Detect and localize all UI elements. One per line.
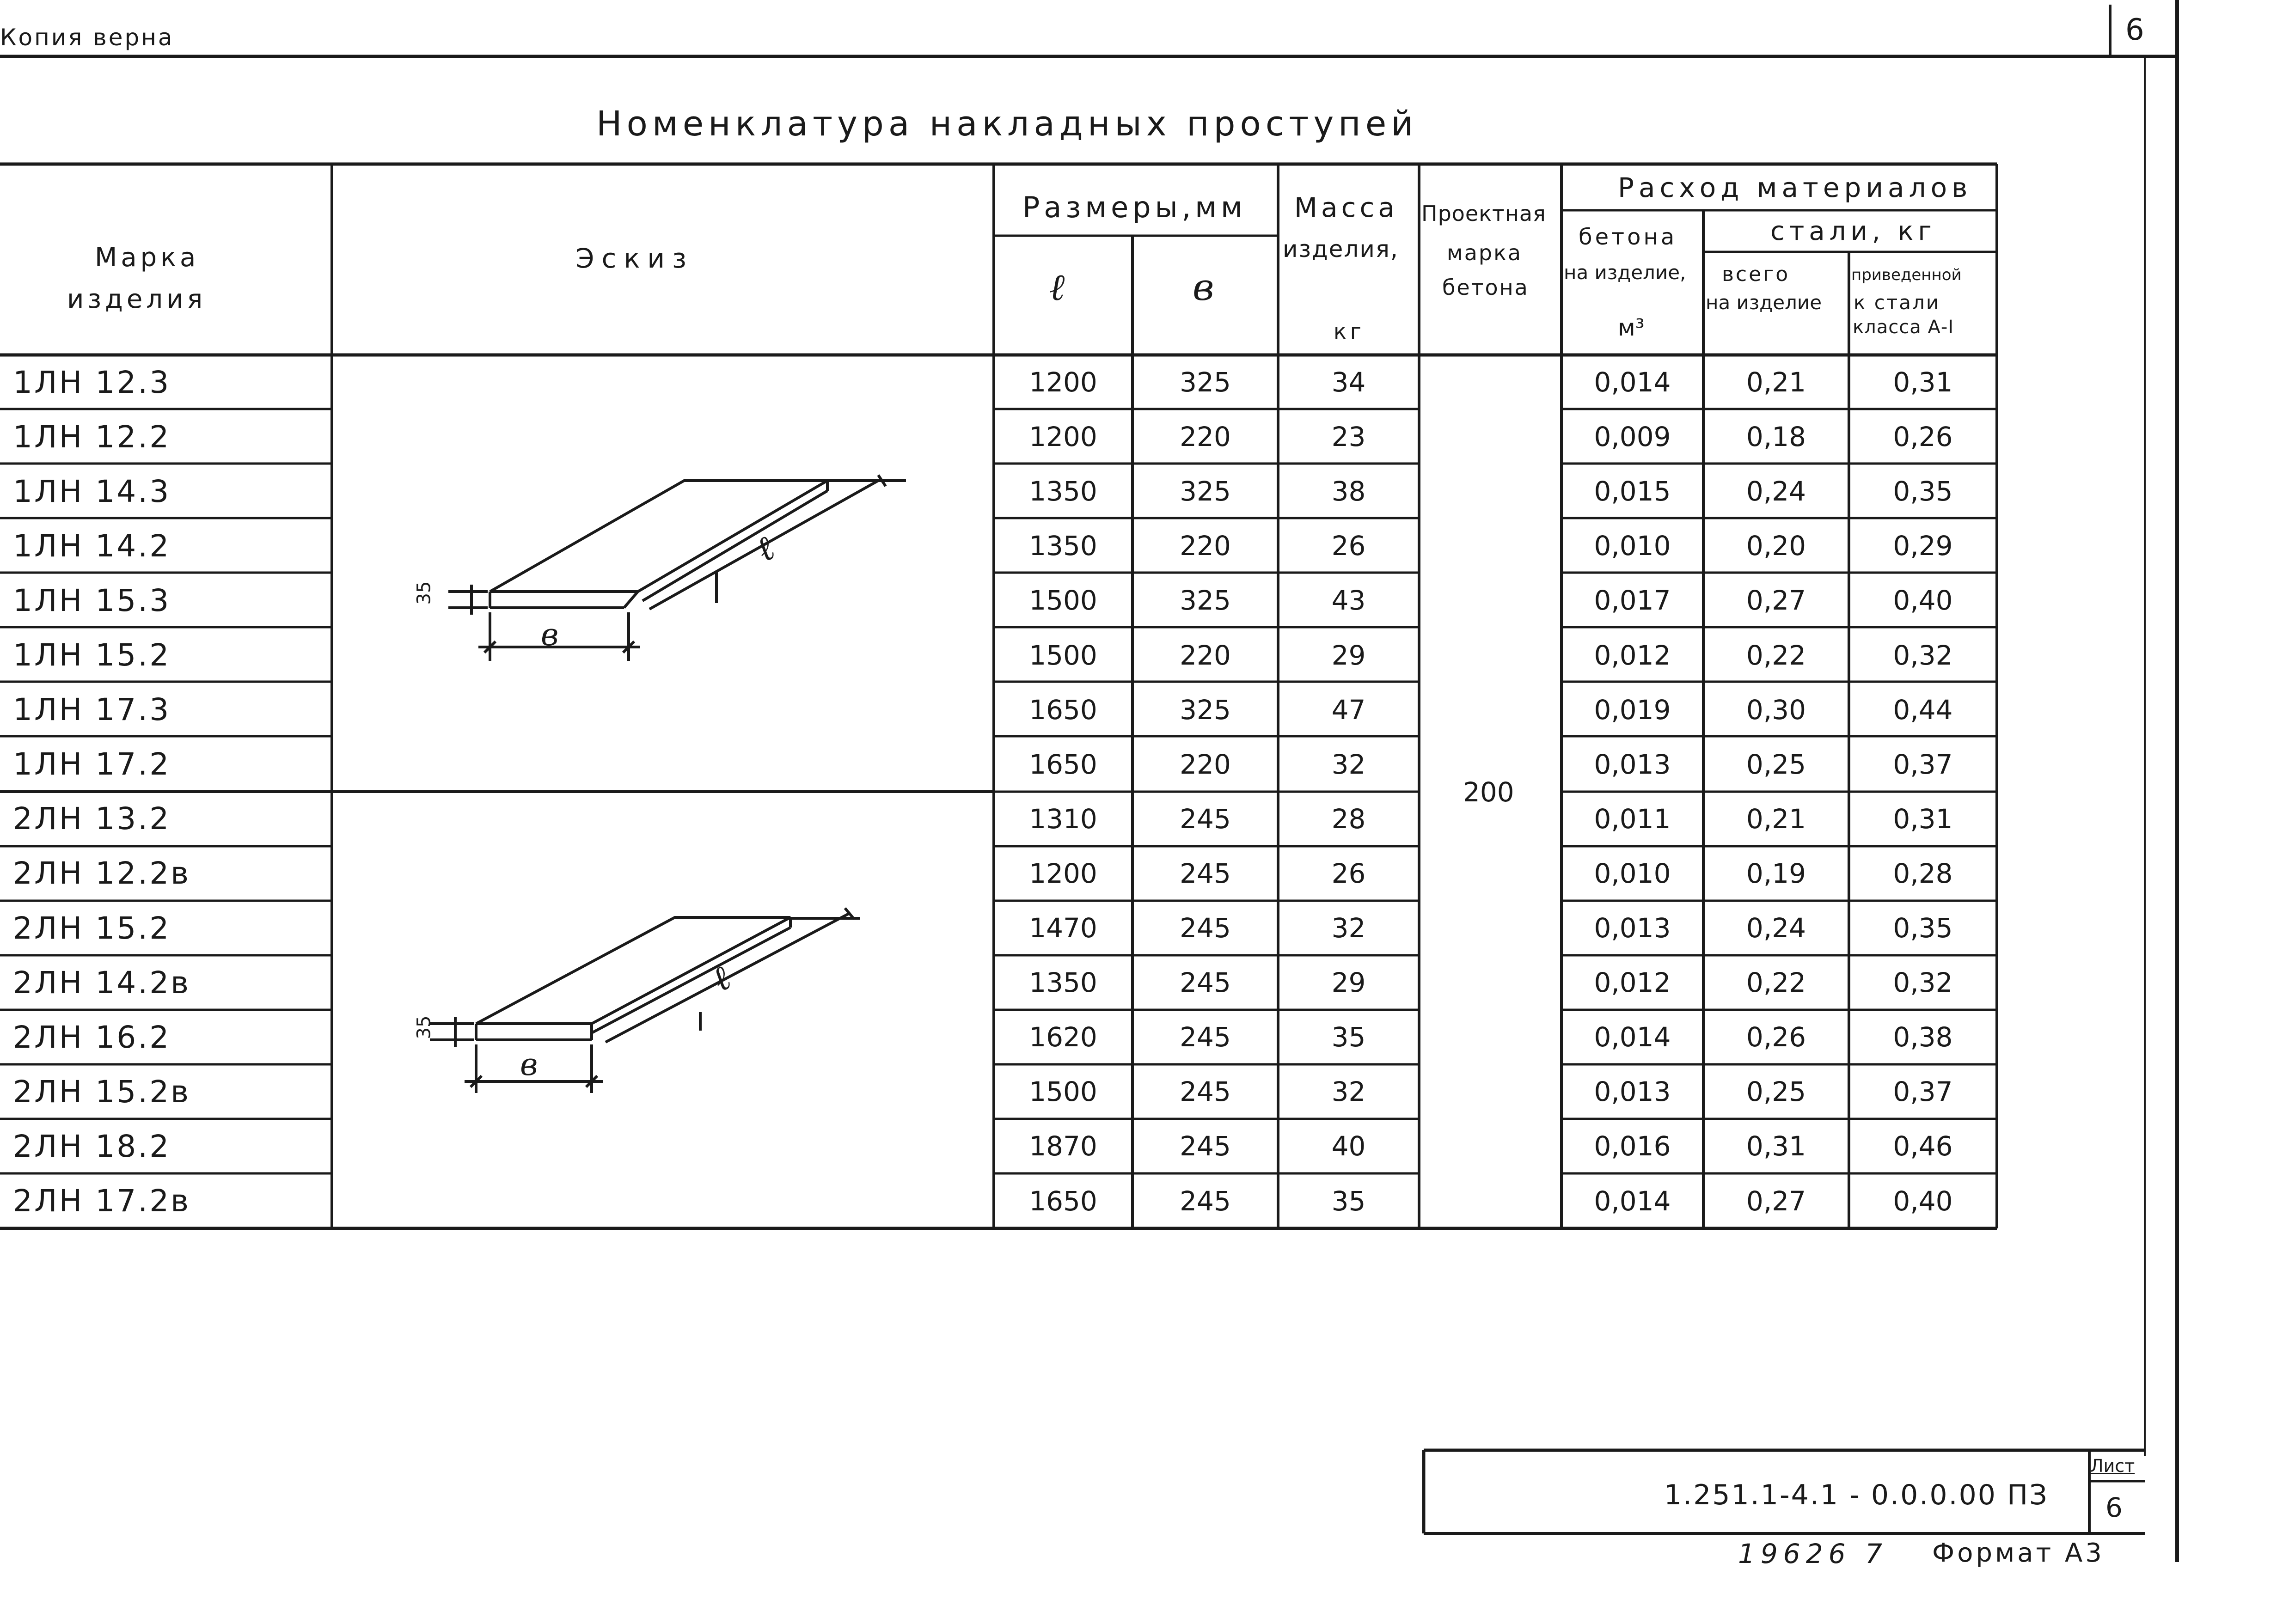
cell-mass: 32 [1331,1076,1366,1108]
cell-mark: 1ЛН 15.2 [13,637,171,673]
cell-width: 325 [1180,694,1231,726]
header-sketch: Эскиз [575,243,694,274]
document-code: 1.251.1-4.1 - 0.0.0.00 ПЗ [1664,1479,2049,1511]
cell-length: 1200 [1029,857,1097,889]
cell-mark: 2ЛН 16.2 [13,1019,171,1055]
cell-concrete: 0,009 [1594,421,1671,453]
cell-steel-reduced: 0,31 [1893,366,1953,398]
cell-steel-total: 0,22 [1746,639,1806,671]
header-mark-line2: изделия [67,284,207,314]
cell-steel-reduced: 0,32 [1893,639,1953,671]
cell-concrete: 0,010 [1594,530,1671,562]
cell-mark: 2ЛН 15.2 [13,910,171,946]
cell-steel-reduced: 0,46 [1893,1130,1953,1162]
concrete-grade-value: 200 [1463,776,1514,808]
cell-concrete: 0,015 [1594,476,1671,507]
sketch-1-width-label: в [541,617,559,653]
cell-concrete: 0,014 [1594,1185,1671,1217]
header-dim-b: в [1193,266,1214,309]
cell-mass: 28 [1331,803,1366,835]
cell-steel-reduced: 0,37 [1893,1076,1953,1108]
cell-mass: 38 [1331,476,1366,507]
cell-steel-total: 0,19 [1746,857,1806,889]
cell-width: 220 [1180,639,1231,671]
cell-concrete: 0,017 [1594,585,1671,617]
cell-steel-total: 0,26 [1746,1021,1806,1053]
cell-steel-reduced: 0,44 [1893,694,1953,726]
cell-steel-total: 0,25 [1746,748,1806,780]
cell-mass: 26 [1331,857,1366,889]
sheet-label: Лист [2090,1456,2135,1476]
copy-note: Копия верна [0,24,174,51]
cell-steel-total: 0,24 [1746,912,1806,944]
cell-concrete: 0,014 [1594,366,1671,398]
cell-length: 1470 [1029,912,1097,944]
header-concrete-per-item-line1: бетона [1579,224,1677,250]
cell-steel-total: 0,18 [1746,421,1806,453]
cell-length: 1350 [1029,967,1097,999]
archive-number: 19626 7 [1738,1538,1888,1569]
header-steel-reduced-line1: приведенной [1851,266,1962,284]
cell-steel-total: 0,21 [1746,803,1806,835]
cell-mark: 1ЛН 14.2 [13,528,171,564]
header-steel-reduced-line2: к стали [1854,291,1940,314]
cell-concrete: 0,019 [1594,694,1671,726]
header-mark-line1: Марка [95,243,200,273]
header-mass-unit: кг [1334,319,1365,344]
cell-mark: 1ЛН 17.2 [13,746,171,782]
cell-mark: 1ЛН 12.2 [13,419,171,455]
cell-mass: 47 [1331,694,1366,726]
cell-width: 325 [1180,476,1231,507]
cell-mass: 29 [1331,639,1366,671]
cell-steel-reduced: 0,35 [1893,912,1953,944]
header-concrete-unit: м³ [1618,314,1645,341]
cell-length: 1870 [1029,1130,1097,1162]
cell-concrete: 0,016 [1594,1130,1671,1162]
sketch-2-length-label: ℓ [705,958,738,1000]
cell-mark: 2ЛН 15.2в [13,1074,191,1110]
cell-concrete: 0,014 [1594,1021,1671,1053]
cell-width: 325 [1180,366,1231,398]
cell-mark: 1ЛН 12.3 [13,364,171,400]
cell-length: 1200 [1029,366,1097,398]
cell-length: 1500 [1029,1076,1097,1108]
header-steel-total-line2: на изделие [1706,291,1822,314]
cell-length: 1350 [1029,476,1097,507]
cell-concrete: 0,010 [1594,857,1671,889]
cell-width: 220 [1180,530,1231,562]
cell-mark: 1ЛН 14.3 [13,473,171,509]
page-title: Номенклатура накладных проступей [596,104,1418,144]
cell-concrete: 0,013 [1594,748,1671,780]
cell-mark: 2ЛН 12.2в [13,855,191,891]
cell-mass: 43 [1331,585,1366,617]
cell-length: 1650 [1029,748,1097,780]
header-dim-l: ℓ [1049,266,1065,309]
cell-steel-reduced: 0,38 [1893,1021,1953,1053]
cell-length: 1650 [1029,1185,1097,1217]
cell-length: 1500 [1029,639,1097,671]
cell-width: 245 [1180,1130,1231,1162]
cell-mark: 2ЛН 18.2 [13,1128,171,1164]
cell-mark: 1ЛН 15.3 [13,582,171,618]
cell-steel-reduced: 0,35 [1893,476,1953,507]
cell-mark: 2ЛН 14.2в [13,965,191,1001]
cell-mass: 29 [1331,967,1366,999]
cell-width: 245 [1180,803,1231,835]
cell-mark: 1ЛН 17.3 [13,692,171,728]
sheet-number: 6 [2105,1492,2123,1523]
header-steel-total-line1: всего [1722,263,1790,286]
sketch-2-height-label: 35 [413,1015,435,1039]
cell-width: 245 [1180,967,1231,999]
cell-steel-reduced: 0,28 [1893,857,1953,889]
header-concrete-per-item-line2: на изделие, [1564,261,1686,284]
sketch-2-width-label: в [520,1047,538,1082]
header-concrete-grade-line1: Проектная [1421,201,1546,226]
cell-mass: 23 [1331,421,1366,453]
cell-steel-total: 0,31 [1746,1130,1806,1162]
cell-length: 1500 [1029,585,1097,617]
header-mass-line1: Масса [1294,192,1398,223]
cell-concrete: 0,012 [1594,967,1671,999]
cell-width: 245 [1180,1076,1231,1108]
cell-length: 1200 [1029,421,1097,453]
cell-steel-reduced: 0,29 [1893,530,1953,562]
cell-steel-reduced: 0,40 [1893,1185,1953,1217]
cell-width: 325 [1180,585,1231,617]
cell-concrete: 0,012 [1594,639,1671,671]
header-steel-reduced-line3: класса А-I [1853,317,1954,338]
cell-mass: 32 [1331,912,1366,944]
cell-steel-total: 0,30 [1746,694,1806,726]
cell-steel-total: 0,22 [1746,967,1806,999]
cell-mark: 2ЛН 13.2 [13,801,171,837]
sheet-number-top: 6 [2125,13,2144,47]
cell-length: 1620 [1029,1021,1097,1053]
cell-width: 220 [1180,421,1231,453]
header-mass-line2: изделия, [1283,236,1399,263]
cell-mass: 26 [1331,530,1366,562]
cell-mark: 2ЛН 17.2в [13,1183,191,1219]
header-concrete-grade-line2: марка [1447,240,1523,265]
header-concrete-grade-line3: бетона [1442,275,1529,300]
cell-width: 245 [1180,1021,1231,1053]
cell-steel-total: 0,27 [1746,1185,1806,1217]
cell-length: 1310 [1029,803,1097,835]
cell-length: 1650 [1029,694,1097,726]
cell-steel-total: 0,24 [1746,476,1806,507]
format-label: Формат А3 [1932,1538,2105,1568]
cell-steel-reduced: 0,37 [1893,748,1953,780]
cell-steel-reduced: 0,32 [1893,967,1953,999]
cell-steel-total: 0,21 [1746,366,1806,398]
cell-mass: 32 [1331,748,1366,780]
cell-width: 245 [1180,857,1231,889]
cell-mass: 40 [1331,1130,1366,1162]
cell-steel-total: 0,25 [1746,1076,1806,1108]
header-consumption: Расход материалов [1618,172,1972,203]
sketch-1-height-label: 35 [413,581,435,605]
cell-steel-reduced: 0,40 [1893,585,1953,617]
cell-concrete: 0,013 [1594,912,1671,944]
cell-width: 245 [1180,1185,1231,1217]
cell-concrete: 0,013 [1594,1076,1671,1108]
cell-mass: 35 [1331,1185,1366,1217]
cell-mass: 34 [1331,366,1366,398]
cell-mass: 35 [1331,1021,1366,1053]
sketch-1-length-label: ℓ [749,528,782,570]
cell-steel-total: 0,27 [1746,585,1806,617]
header-dimensions: Размеры,мм [1022,190,1247,224]
cell-length: 1350 [1029,530,1097,562]
cell-width: 220 [1180,748,1231,780]
cell-steel-reduced: 0,26 [1893,421,1953,453]
cell-steel-reduced: 0,31 [1893,803,1953,835]
cell-width: 245 [1180,912,1231,944]
cell-steel-total: 0,20 [1746,530,1806,562]
cell-concrete: 0,011 [1594,803,1671,835]
header-steel: стали, кг [1770,216,1936,246]
